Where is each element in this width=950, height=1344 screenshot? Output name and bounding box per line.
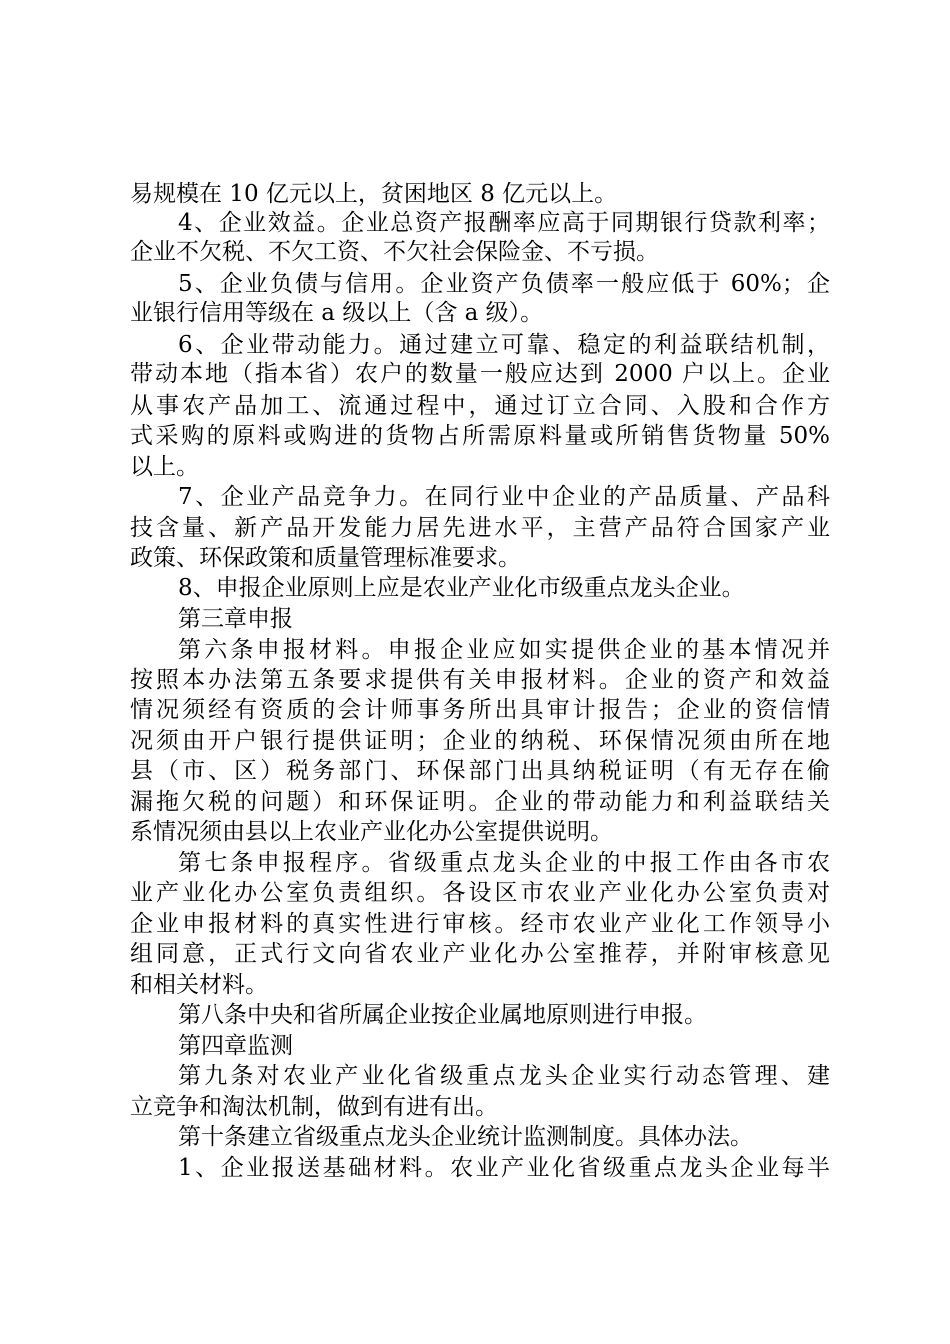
text-line: 7、企业产品竞争力。在同行业中企业的产品质量、产品科 [178, 484, 830, 510]
text-line: 政策、环保政策和质量管理标准要求。 [130, 545, 521, 571]
text-line: 易规模在 10 亿元以上，贫困地区 8 亿元以上。 [130, 181, 618, 207]
text-line: 技含量、新产品开发能力居先进水平，主营产品符合国家产业 [130, 515, 830, 541]
text-line: 第十条建立省级重点龙头企业统计监测制度。具体办法。 [178, 1124, 753, 1150]
text-line: 4、企业效益。企业总资产报酬率应高于同期银行贷款利率； [178, 210, 830, 236]
text-line: 8、申报企业原则上应是农业产业化市级重点龙头企业。 [178, 575, 745, 601]
text-line: 6、企业带动能力。通过建立可靠、稳定的利益联结机制， [178, 332, 830, 358]
text-line: 按照本办法第五条要求提供有关申报材料。企业的资产和效益 [130, 667, 830, 693]
text-line: 5、企业负债与信用。企业资产负债率一般应低于 60%；企 [178, 271, 830, 297]
text-line: 业银行信用等级在 a 级以上（含 a 级）。 [130, 300, 544, 326]
text-line: 系情况须由县以上农业产业化办公室提供说明。 [130, 819, 613, 845]
text-line: 1、企业报送基础材料。农业产业化省级重点龙头企业每半 [178, 1155, 830, 1181]
text-line: 第九条对农业产业化省级重点龙头企业实行动态管理、建 [178, 1063, 830, 1089]
text-line: 和相关材料。 [130, 972, 268, 998]
text-line: 式采购的原料或购进的货物占所需原料量或所销售货物量 50% [130, 423, 830, 449]
text-line: 以上。 [130, 454, 199, 480]
text-line: 立竞争和淘汰机制，做到有进有出。 [130, 1094, 498, 1120]
text-line: 第八条中央和省所属企业按企业属地原则进行申报。 [178, 1002, 707, 1028]
text-line: 从事农产品加工、流通过程中，通过订立合同、入股和合作方 [130, 393, 830, 419]
text-line: 第六条申报材料。申报企业应如实提供企业的基本情况并 [178, 637, 830, 663]
text-line: 组同意，正式行文向省农业产业化办公室推荐，并附审核意见 [130, 941, 830, 967]
text-line: 漏拖欠税的问题）和环保证明。企业的带动能力和利益联结关 [130, 789, 830, 815]
text-line: 带动本地（指本省）农户的数量一般应达到 2000 户以上。企业 [130, 361, 830, 387]
text-line: 企业申报材料的真实性进行审核。经市农业产业化工作领导小 [130, 911, 830, 937]
text-line: 况须由开户银行提供证明；企业的纳税、环保情况须由所在地 [130, 728, 830, 754]
text-line: 第七条申报程序。省级重点龙头企业的中报工作由各市农 [178, 850, 830, 876]
text-line: 情况须经有资质的会计师事务所出具审计报告；企业的资信情 [130, 697, 830, 723]
text-line: 企业不欠税、不欠工资、不欠社会保险金、不亏损。 [130, 239, 659, 265]
text-line: 县（市、区）税务部门、环保部门出具纳税证明（有无存在偷 [130, 758, 830, 784]
chapter-heading: 第四章监测 [178, 1033, 293, 1059]
text-line: 业产业化办公室负责组织。各设区市农业产业化办公室负责对 [130, 880, 830, 906]
chapter-heading: 第三章申报 [178, 606, 293, 632]
